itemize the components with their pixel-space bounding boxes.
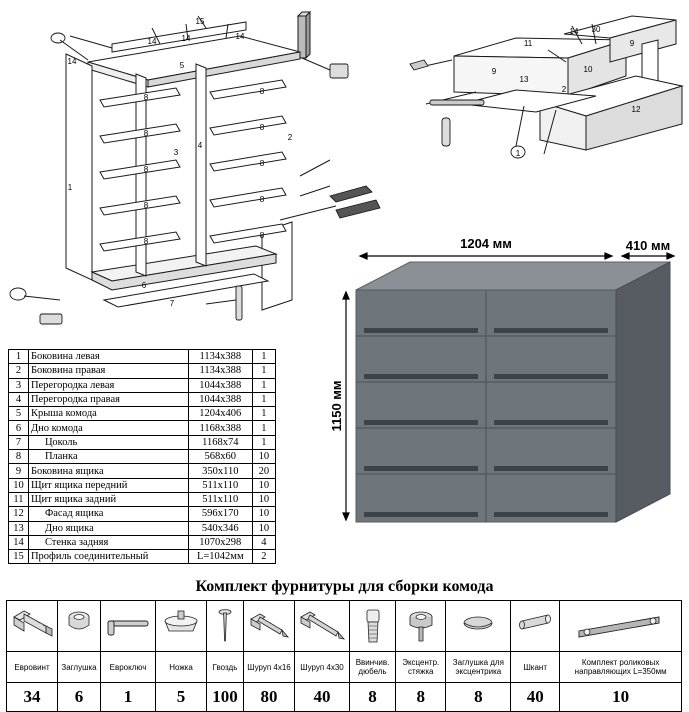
hardware-count: 5 <box>156 683 207 712</box>
svg-text:14: 14 <box>67 57 77 66</box>
svg-text:8: 8 <box>143 93 149 102</box>
hardware-count: 8 <box>396 683 446 712</box>
hardware-count: 100 <box>207 683 244 712</box>
hardware-name: Евроключ <box>101 652 156 683</box>
svg-text:8: 8 <box>259 159 265 168</box>
table-row: 12 Фасад ящика 596х170 10 <box>9 507 276 521</box>
svg-text:11: 11 <box>523 39 533 48</box>
hardware-names-row <box>7 652 682 683</box>
svg-text:9: 9 <box>629 39 635 48</box>
depth-dimension-label: 410 мм <box>625 238 671 253</box>
drawer-detail-diagram <box>396 0 689 165</box>
svg-text:14: 14 <box>181 34 191 43</box>
nail-icon <box>207 601 244 652</box>
parts-table <box>8 349 276 564</box>
svg-text:8: 8 <box>143 201 149 210</box>
hardware-kit-table <box>6 600 682 712</box>
svg-text:9: 9 <box>491 67 497 76</box>
hardware-name: Заглушка для эксцентрика <box>446 652 511 683</box>
table-row: 6 Дно комода 1168х388 1 <box>9 421 276 435</box>
svg-text:8: 8 <box>143 237 149 246</box>
cap-cover-icon <box>58 601 101 652</box>
screw-4x30-icon <box>295 601 350 652</box>
table-row: 10 Щит ящика передний 511х110 10 <box>9 478 276 492</box>
svg-text:4: 4 <box>197 141 203 150</box>
svg-text:1: 1 <box>515 149 521 158</box>
hardware-count: 40 <box>295 683 350 712</box>
table-row: 3 Перегородка левая 1044х388 1 <box>9 378 276 392</box>
hardware-counts-row <box>7 683 682 712</box>
height-dimension-label: 1150 мм <box>329 380 344 432</box>
hardware-name: Шкант <box>511 652 560 683</box>
table-row: 9 Боковина ящика 350х110 20 <box>9 464 276 478</box>
svg-text:8: 8 <box>259 87 265 96</box>
svg-text:14: 14 <box>569 27 579 36</box>
hardware-name: Евровинт <box>7 652 58 683</box>
svg-text:8: 8 <box>259 195 265 204</box>
hardware-count: 8 <box>446 683 511 712</box>
euro-key-icon <box>101 601 156 652</box>
svg-text:14: 14 <box>147 37 157 46</box>
cabinet-dimension-render <box>329 236 682 548</box>
table-row: 8 Планка 568х60 10 <box>9 450 276 464</box>
eccentric-cap-icon <box>446 601 511 652</box>
hardware-count: 1 <box>101 683 156 712</box>
hardware-count: 10 <box>560 683 682 712</box>
svg-text:14: 14 <box>235 32 245 41</box>
wood-dowel-icon <box>511 601 560 652</box>
svg-text:8: 8 <box>143 129 149 138</box>
svg-text:30: 30 <box>591 25 601 34</box>
hardware-kit-title: Комплект фурнитуры для сборки комода <box>195 578 494 595</box>
table-row: 14 Стенка задняя 1070х298 4 <box>9 535 276 549</box>
hardware-count: 80 <box>244 683 295 712</box>
svg-text:3: 3 <box>173 148 179 157</box>
table-row: 15 Профиль соединительный L=1042мм 2 <box>9 550 276 564</box>
svg-text:5: 5 <box>179 61 185 70</box>
hardware-name: Ввинчив. дюбель <box>350 652 396 683</box>
hardware-icons-row <box>7 601 682 652</box>
foot-icon <box>156 601 207 652</box>
parts-table-body <box>9 350 276 564</box>
euro-screw-icon <box>7 601 58 652</box>
svg-text:6: 6 <box>141 281 147 290</box>
table-row: 2 Боковина правая 1134х388 1 <box>9 364 276 378</box>
hardware-name: Шуруп 4х30 <box>295 652 350 683</box>
hardware-count: 34 <box>7 683 58 712</box>
drawer-slide-icon <box>560 601 682 652</box>
hardware-count: 6 <box>58 683 101 712</box>
svg-text:8: 8 <box>143 165 149 174</box>
screw-4x16-icon <box>244 601 295 652</box>
table-row: 7 Цоколь 1168х74 1 <box>9 435 276 449</box>
svg-text:8: 8 <box>259 231 265 240</box>
hardware-name: Гвоздь <box>207 652 244 683</box>
svg-text:8: 8 <box>259 123 265 132</box>
eccentric-tie-icon <box>396 601 446 652</box>
width-dimension-label: 1204 мм <box>460 236 512 251</box>
svg-text:2: 2 <box>287 133 293 142</box>
table-row: 5 Крыша комода 1204х406 1 <box>9 407 276 421</box>
table-row: 11 Щит ящика задний 511х110 10 <box>9 492 276 506</box>
hardware-name: Эксцентр. стяжка <box>396 652 446 683</box>
svg-text:15: 15 <box>195 17 205 26</box>
svg-text:10: 10 <box>583 65 593 74</box>
svg-text:2: 2 <box>561 85 567 94</box>
table-row: 13 Дно ящика 540х346 10 <box>9 521 276 535</box>
hardware-name: Ножка <box>156 652 207 683</box>
svg-text:7: 7 <box>169 299 175 308</box>
hardware-count: 40 <box>511 683 560 712</box>
svg-text:1: 1 <box>67 183 73 192</box>
svg-text:13: 13 <box>519 75 529 84</box>
hardware-name: Комплект роликовых направляющих L=350мм <box>560 652 682 683</box>
svg-text:12: 12 <box>631 105 641 114</box>
table-row: 1 Боковина левая 1134х388 1 <box>9 350 276 364</box>
hardware-name: Шуруп 4х16 <box>244 652 295 683</box>
table-row: 4 Перегородка правая 1044х388 1 <box>9 392 276 406</box>
dowel-icon <box>350 601 396 652</box>
hardware-count: 8 <box>350 683 396 712</box>
hardware-name: Заглушка <box>58 652 101 683</box>
